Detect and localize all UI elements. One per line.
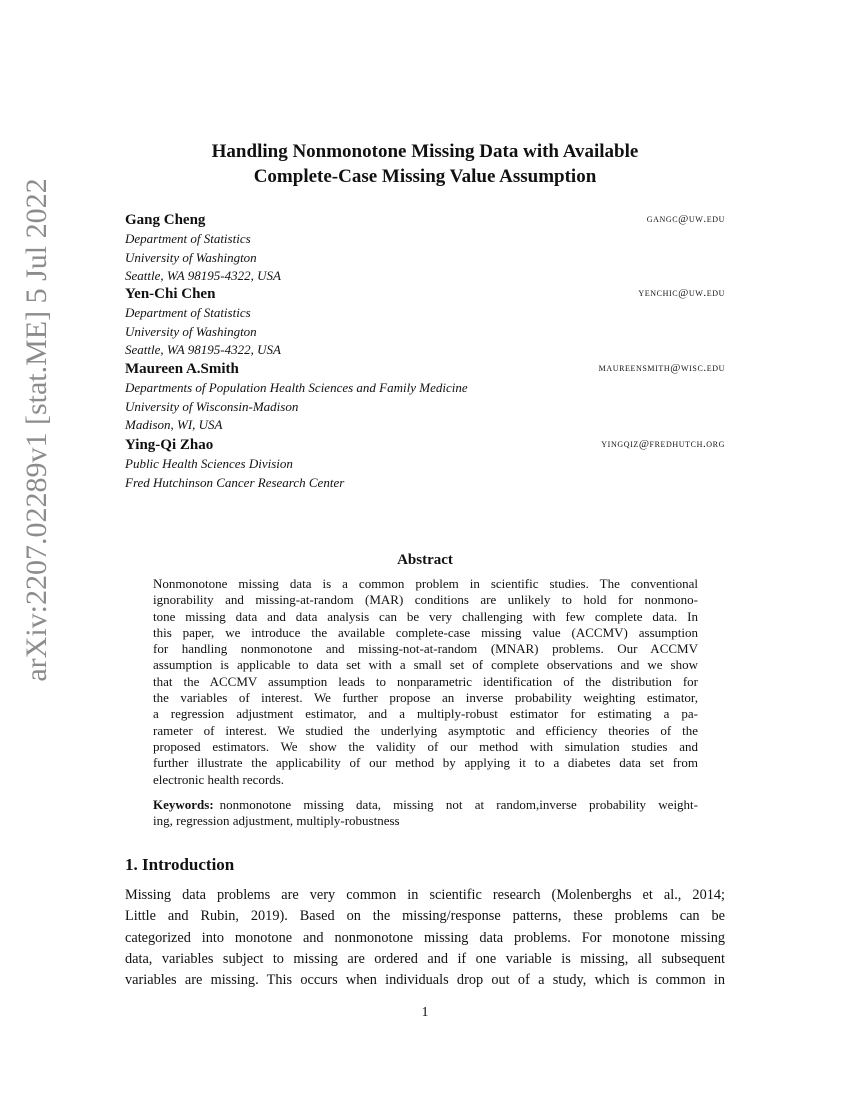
arxiv-identifier-stamp: arXiv:2207.02289v1 [stat.ME] 5 Jul 2022 [20, 178, 53, 682]
body-line: Missing data problems are very common in scientific research (Molenberghs et al., 2014; [125, 887, 725, 903]
author-email: maureensmith@wisc.edu [598, 362, 725, 374]
author-affiliation: Madison, WI, USA [125, 417, 223, 432]
abstract-line: further illustrate the applicability of our method by applying it to a diabetes data set from [153, 755, 698, 771]
keywords-line: ing, regression adjustment, multiply-robustness [153, 813, 400, 829]
author-affiliation: Department of Statistics [125, 305, 251, 320]
title-line: Handling Nonmonotone Missing Data with Available [211, 141, 639, 162]
author-name: Ying-Qi Zhao [125, 437, 214, 453]
author-affiliation: Seattle, WA 98195-4322, USA [125, 268, 281, 283]
body-line: categorized into monotone and nonmonotone missing data problems. For monotone missing [125, 929, 725, 946]
author-block [125, 285, 725, 360]
paper-title [100, 139, 750, 189]
abstract-line: proposed estimators. We show the validity of our method with simulation studies and [153, 738, 698, 754]
abstract-line: electronic health records. [153, 771, 285, 787]
keywords-text: nonmonotone missing data, missing not at random,inverse probability weight- [219, 797, 698, 812]
author-affiliation: Public Health Sciences Division [125, 456, 293, 471]
author-block [125, 436, 725, 492]
abstract-line: tone missing data and data analysis can be very challenging with few complete data. In [153, 608, 698, 624]
author-name: Gang Cheng [125, 212, 206, 228]
keywords-label: Keywords: [153, 797, 214, 812]
abstract-line: assumption is applicable to data set with a small set of complete observations and we show [153, 657, 698, 673]
abstract-line: Nonmonotone missing data is a common problem in scientific studies. The conventional [153, 576, 698, 591]
abstract-line: rameter of interest. We studied the underlying asymptotic and efficiency theories of the [153, 722, 698, 738]
author-affiliation: University of Washington [125, 323, 257, 339]
body-line: variables are missing. This occurs when individuals drop out of a study, which is common in [125, 972, 725, 989]
keywords [153, 797, 698, 830]
author-affiliation: University of Washington [125, 249, 257, 265]
abstract-heading: Abstract [397, 552, 453, 568]
author-affiliation: Seattle, WA 98195-4322, USA [125, 342, 281, 357]
body-line: Little and Rubin, 2019). Based on the missing/response patterns, these problems can be [125, 908, 725, 925]
keywords-line [153, 797, 698, 813]
abstract-line: for handling nonmonotone and missing-not-at-random (MNAR) problems. Our ACCMV [153, 641, 698, 657]
author-affiliation: Departments of Population Health Sciences and Family Medicine [125, 380, 468, 395]
author-block [125, 360, 725, 435]
page-number: 1 [421, 1005, 429, 1020]
author-email: gangc@uw.edu [646, 213, 725, 225]
author-affiliation: Department of Statistics [125, 231, 251, 246]
section-body [125, 885, 725, 991]
abstract-line: a regression adjustment estimator, and a multiply-robust estimator for estimating a pa- [153, 706, 698, 722]
abstract-line: ignorability and missing-at-random (MAR) conditions are unlikely to hold for nonmono- [153, 592, 698, 608]
author-affiliation: University of Wisconsin-Madison [125, 398, 299, 414]
abstract-line: this paper, we introduce the available complete-case missing value (ACCMV) assumption [153, 624, 698, 640]
body-line: data, variables subject to missing are ordered and if one variable is missing, all subsequent [125, 950, 725, 967]
abstract-line: the variables of interest. We further propose an inverse probability weighting estimator, [153, 690, 698, 706]
author-email: yenchic@uw.edu [638, 287, 725, 299]
author-affiliation: Fred Hutchinson Cancer Research Center [125, 474, 345, 490]
author-name: Maureen A.Smith [125, 361, 239, 377]
author-block [125, 211, 725, 286]
author-name: Yen-Chi Chen [125, 286, 216, 302]
title-line: Complete-Case Missing Value Assumption [253, 166, 597, 187]
abstract-body [153, 576, 698, 788]
author-email: yingqiz@fredhutch.org [601, 438, 725, 450]
section-heading: 1. Introduction [125, 855, 235, 874]
abstract-line: that the ACCMV assumption leads to nonparametric identification of the distribution for [153, 673, 698, 689]
